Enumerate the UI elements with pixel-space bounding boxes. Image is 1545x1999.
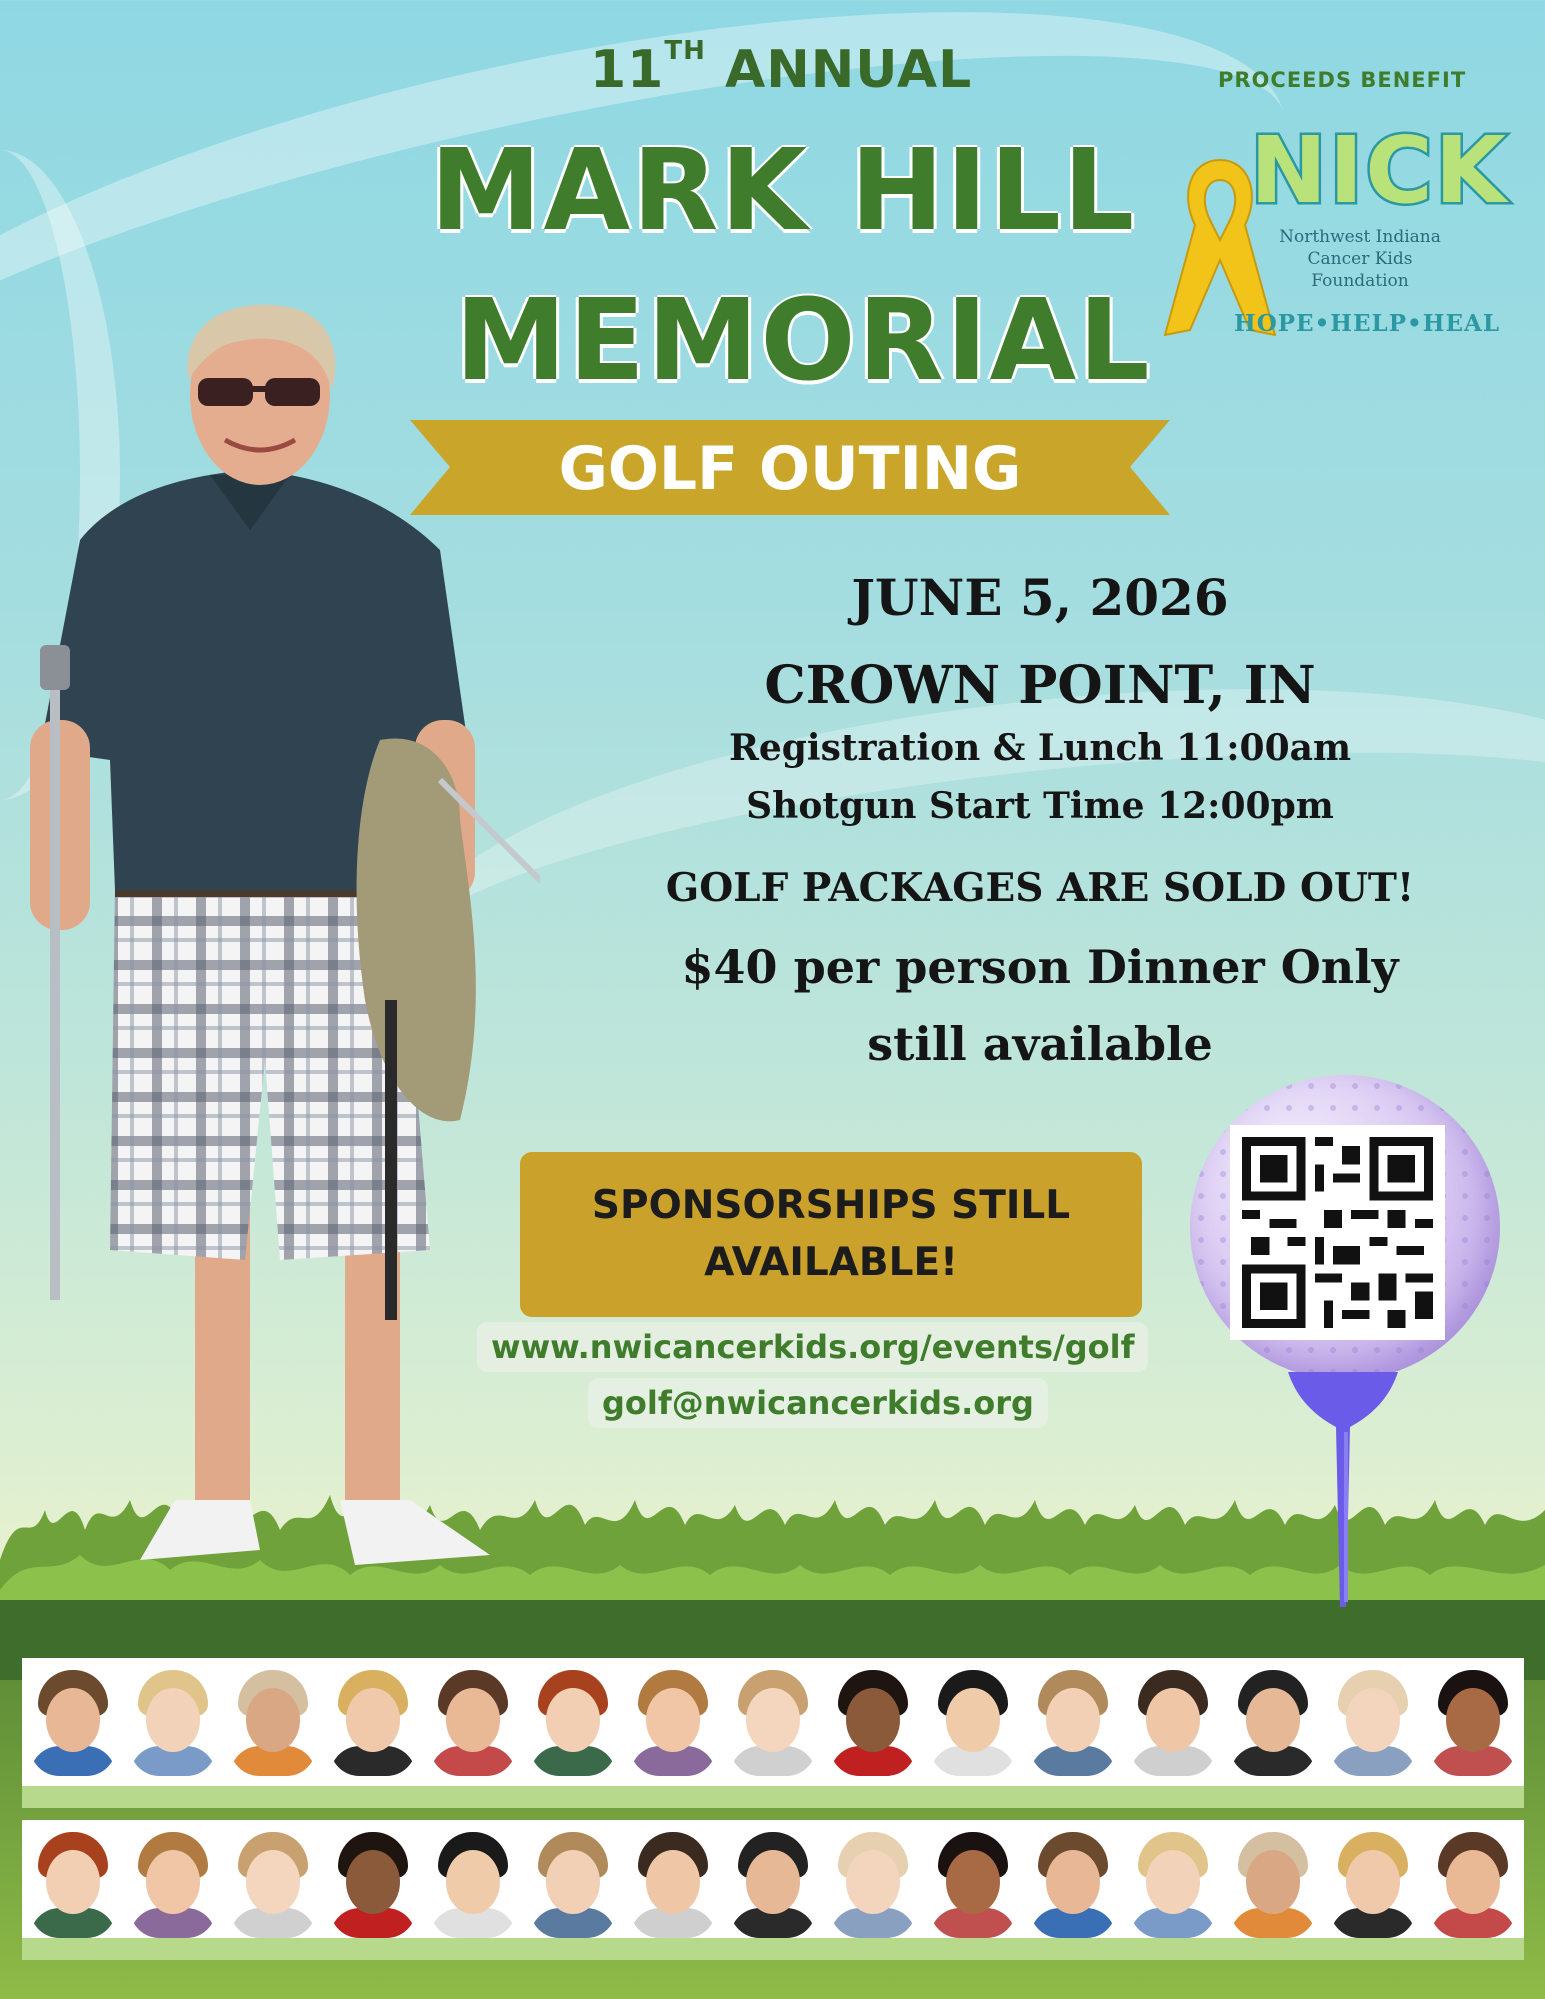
child-portrait (1030, 1828, 1116, 1938)
nick-org-name (1260, 226, 1460, 292)
golf-outing-banner (410, 420, 1170, 515)
nick-tagline: HOPE•HELP•HEAL (1234, 310, 1501, 337)
child-portrait (1030, 1666, 1116, 1776)
child-portrait (530, 1666, 616, 1776)
child-portrait (530, 1828, 616, 1938)
annual-word: ANNUAL (724, 40, 973, 100)
child-portrait (330, 1666, 416, 1776)
event-location: CROWN POINT, IN (764, 655, 1316, 716)
child-portrait (630, 1828, 716, 1938)
event-title-line2: MEMORIAL (455, 276, 1152, 406)
nick-logo-text: NICK (1250, 117, 1509, 224)
nick-org-line3: Foundation (1311, 271, 1409, 292)
golf-outing-label: GOLF OUTING (558, 434, 1022, 504)
annual-suffix: TH (664, 36, 706, 66)
registration-time: Registration & Lunch 11:00am (728, 727, 1352, 769)
dinner-availability: still available (867, 1017, 1213, 1071)
child-portrait (1430, 1828, 1516, 1938)
child-portrait (930, 1828, 1016, 1938)
child-portrait (1230, 1666, 1316, 1776)
event-title-line1: MARK HILL (430, 126, 1137, 256)
child-portrait (730, 1828, 816, 1938)
nick-org-line2: Cancer Kids (1307, 249, 1413, 270)
children-photo-strip-2 (22, 1820, 1524, 1960)
child-portrait (230, 1828, 316, 1938)
child-portrait (1130, 1828, 1216, 1938)
child-portrait (730, 1666, 816, 1776)
dinner-price: $40 per person Dinner Only (681, 940, 1399, 994)
child-portrait (1130, 1666, 1216, 1776)
sold-out-notice: GOLF PACKAGES ARE SOLD OUT! (665, 865, 1415, 911)
child-portrait (30, 1666, 116, 1776)
proceeds-benefit-label: PROCEEDS BENEFIT (1218, 68, 1467, 92)
sponsorship-callout (520, 1152, 1142, 1317)
annual-number: 11 (590, 40, 665, 100)
child-portrait (430, 1828, 516, 1938)
golf-tee-icon (1288, 1372, 1398, 1612)
annual-label (590, 36, 973, 100)
child-portrait (430, 1666, 516, 1776)
nick-org-line1: Northwest Indiana (1279, 227, 1441, 247)
child-portrait (930, 1666, 1016, 1776)
child-portrait (1430, 1666, 1516, 1776)
sponsorship-line2: AVAILABLE! (704, 1239, 958, 1285)
child-portrait (830, 1666, 916, 1776)
event-date: JUNE 5, 2026 (851, 568, 1229, 627)
qr-code-icon[interactable] (1230, 1125, 1445, 1340)
shotgun-start-time: Shotgun Start Time 12:00pm (746, 785, 1334, 827)
child-portrait (630, 1666, 716, 1776)
child-portrait (330, 1828, 416, 1938)
child-portrait (1230, 1828, 1316, 1938)
child-portrait (830, 1828, 916, 1938)
website-link[interactable]: www.nwicancerkids.org/events/golf (477, 1322, 1148, 1372)
child-portrait (1330, 1666, 1416, 1776)
sponsorship-line1: SPONSORSHIPS STILL (591, 1182, 1071, 1228)
child-portrait (30, 1828, 116, 1938)
child-portrait (1330, 1828, 1416, 1938)
email-link[interactable]: golf@nwicancerkids.org (588, 1378, 1048, 1428)
child-portrait (130, 1666, 216, 1776)
child-portrait (130, 1828, 216, 1938)
child-portrait (230, 1666, 316, 1776)
children-photo-strip-1 (22, 1658, 1524, 1808)
